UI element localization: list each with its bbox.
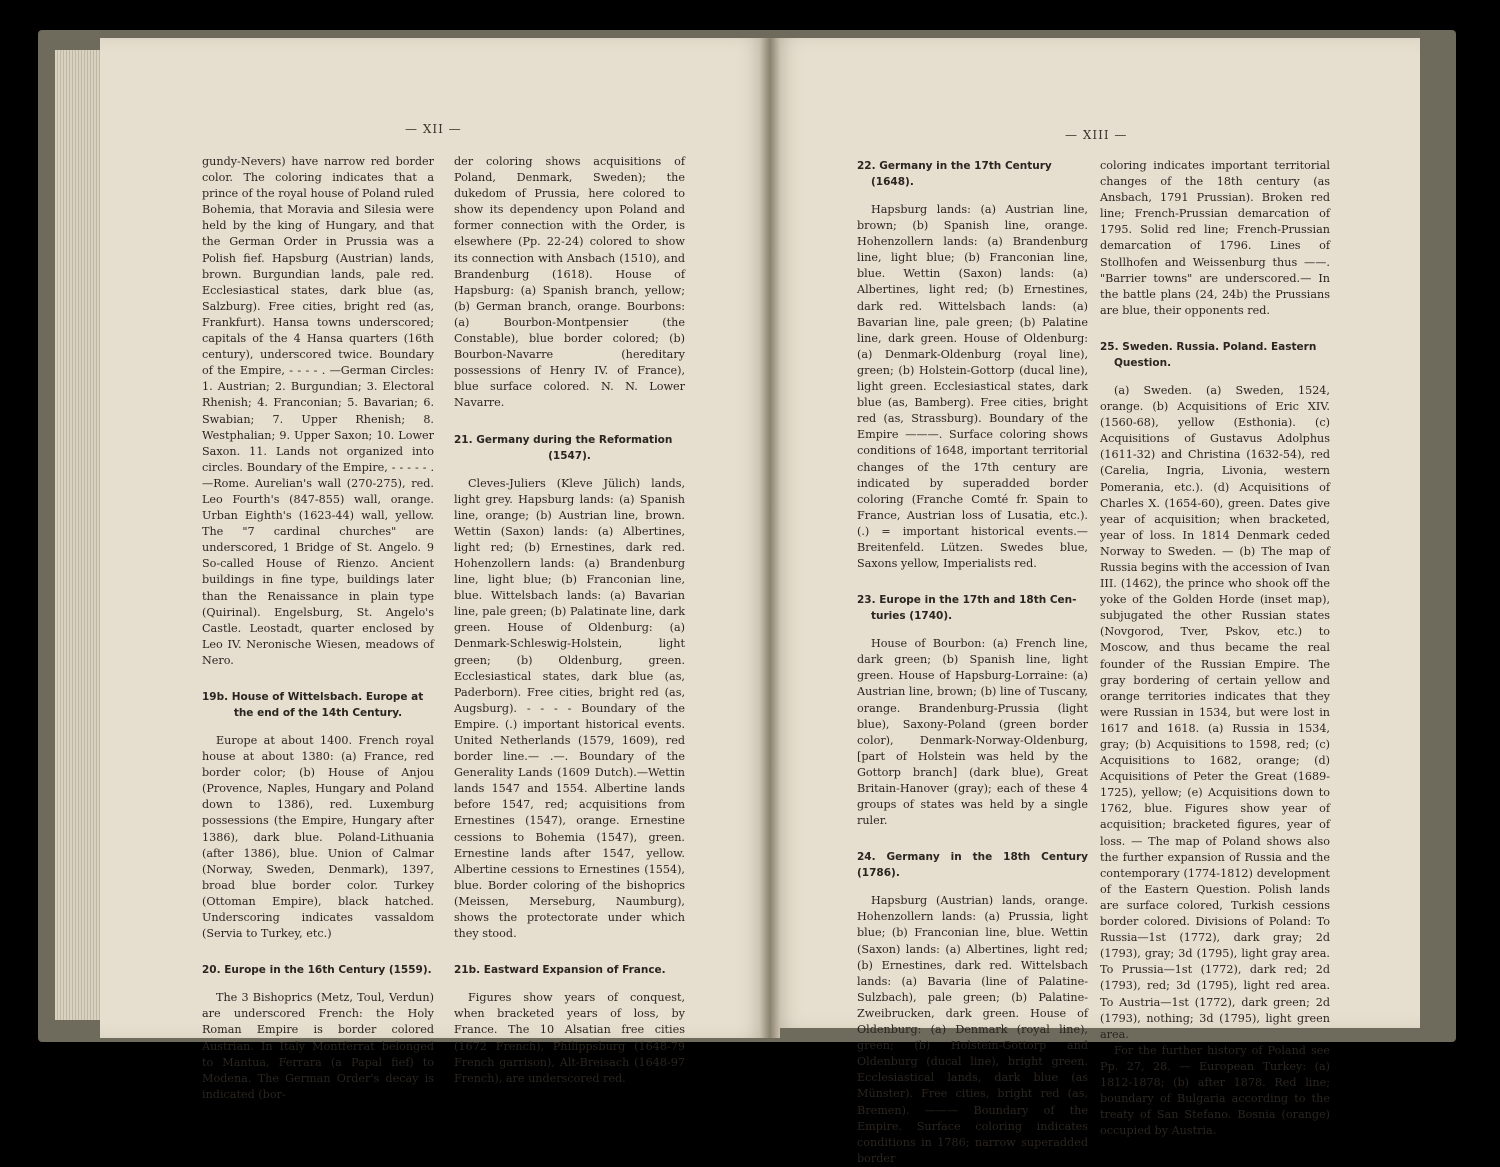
page-number-left: — XII — (405, 122, 462, 136)
paragraph: der coloring shows acquisitions of Poland, Denmark, Sweden); the dukedom of Prussia, here colored to show its dependency upon Poland and former connection with the Order, is elsewhere (Pp. 22-24) colored to show its connection with Ansbach (1510), and Brandenburg (1618). House of Hapsburg: (a) Spanish branch, yellow; (b) German branch, orange. Bourbons: (a) Bourbon-Montpensier (the Constable), blue border colored; (b) Bourbon-Navarre (hereditary possessions of Henry IV. of France), blue surface colored. N. N. Lower Navarre. (454, 155, 685, 410)
section-heading-subtitle: (1648). (871, 176, 914, 188)
paragraph: Hapsburg (Austrian) lands, orange. Hohenzollern lands: (a) Prussia, light blue; (b) Franconian line, blue. Wettin (Saxon) lands: (a) Albertines, light red; (b) Ernestines, dark red. Wittelsbach lands: (a) Bavaria (line of Palatine-Sulzbach), pale green; (b) Palatine-Zweibrucken, dark green. House of Oldenburg: (a) Denmark (royal line), green; (b) Holstein-Gottorp and Oldenburg (ducal line), bright green. Ecclesiastical lands, dark blue (as Münster). Free cities, bright red (as, Bremen). ——— Boundary of the Empire. Surface coloring indicates conditions in 1786; narrow superadded border (857, 894, 1088, 1165)
paragraph: Cleves-Juliers (Kleve Jülich) lands, light grey. Hapsburg lands: (a) Spanish line, orange; (b) Austrian line, brown. Wettin (Saxon) lands: (a) Albertines, light red; (b) Ernestines, dark red. Hohenzollern lands: (a) Brandenburg line, light blue; (b) Franconian line, blue. Wittelsbach lands: (a) Bavarian line, pale green; (b) Palatinate line, dark green. House of Oldenburg: (a) Denmark-Schleswig-Holstein, light green; (b) Oldenburg, green. Ecclesiastical states, dark blue (as, Paderborn). Free cities, bright red (as, Augsburg). - - - - Boundary of the Empire. (.) important historical events. United Netherlands (1579, 1609), red border line.— .—. Boundary of the Generality Lands (1609 Dutch).—Wettin lands 1547 and 1554. Albertine lands before 1547, red; acquisitions from Ernestines (1547), orange. Ernestine cessions to Bohemia (1547), green. Ernestine lands after 1547, yellow. Albertine cessions to Ernestines (1554), blue. Border coloring of the bishoprics (Meissen, Merseburg, Naumburg), shows the protectorate under which they stood. (454, 476, 685, 941)
section-heading-subtitle: turies (1740). (871, 610, 953, 623)
paragraph: The 3 Bishoprics (Metz, Toul, Verdun) are underscored French: the Holy Roman Empire is border colored Austrian. In Italy Montferrat belonged to Mantua, Ferrara (a Papal fief) to Modena. The German Order's decay is indicated (bor- (202, 991, 434, 1101)
section-heading-subtitle: Question. (1114, 356, 1172, 369)
section-heading-title: 22. Germany in the 17th Century (857, 160, 1052, 172)
left-page-column-2 (454, 154, 685, 1087)
paragraph: For the further history of Poland see Pp. 27, 28. — European Turkey: (a) 1812-1878; (b) after 1878. Red line; boundary of Bulgaria according to the treaty of San Stefano. Bosnia (orange) occupied by Austria. (1100, 1043, 1330, 1138)
page-stack-edge (55, 50, 105, 1020)
right-page-column-2 (1100, 158, 1330, 1139)
paragraph: (a) Sweden. (a) Sweden, 1524, orange. (b) Acquisitions of Eric XIV. (1560-68), yellow (Esthonia). (c) Acquisitions of Gustavus Adolphus (1611-32) and Christina (1632-54), red (Carelia, Ingria, Livonia, western Pomerania, etc.). (d) Acquisitions of Charles X. (1654-60), green. Dates give year of acquisition; when bracketed, year of loss. In 1814 Denmark ceded Norway to Sweden. — (b) The map of Russia begins with the accession of Ivan III. (1462), the prince who shook off the yoke of the Golden Horde (inset map), subjugated the other Russian states (Novgorod, Tver, Pskov, etc.) to Moscow, and thus became the real founder of the Russian Empire. The gray bordering of certain yellow and orange territories indicates that they were Russian in 1534, but were lost in 1617 and 1618. (a) Russia in 1534, gray; (b) Acquisitions to 1598, red; (c) Acquisitions to 1682, orange; (d) Acquisitions of Peter the Great (1689-1725), yellow; (e) Acquisitions down to 1762, blue. Figures show year of acquisition; bracketed figures, year of loss. — The map of Poland shows also the further expansion of Russia and the contemporary (1774-1812) development of the Eastern Question. Polish lands are surface colored, Turkish cessions border colored. Divisions of Poland: To Russia—1st (1772), dark gray; 2d (1793), gray; 3d (1795), light gray area. To Prussia—1st (1772), dark red; 2d (1793), red; 3d (1795), light red area. To Austria—1st (1772), dark green; 2d (1793), nothing; 3d (1795), light green area. (1100, 383, 1330, 1041)
section-heading-title: 19b. House of Wittelsbach. Europe at (202, 691, 424, 703)
paragraph: Hapsburg lands: (a) Austrian line, brown; (b) Spanish line, orange. Hohenzollern lands: (a) Brandenburg line, light blue; (b) Franconian line, blue. Wettin (Saxon) lands: (a) Albertines, light red; (b) Ernestines, dark red. Wittelsbach lands: (a) Bavarian line, pale green; (b) Palatine line, dark green. House of Oldenburg: (a) Denmark-Oldenburg (royal line), green; (b) Holstein-Gottorp (ducal line), light green. Ecclesiastical states, dark blue (as, Bamberg). Free cities, bright red (as, Strassburg). Boundary of the Empire ———. Surface coloring shows conditions of 1648, important territorial changes of the 17th century are indicated by superadded border coloring (Franche Comté fr. Spain to France, Austrian loss of Lusatia, etc.). (.) = important historical events.—Breitenfeld. Lützen. Swedes blue, Saxons yellow, Imperialists red. (857, 203, 1088, 571)
page-number-right: — XIII — (1065, 128, 1128, 142)
section-heading (202, 962, 434, 978)
section-heading (202, 689, 434, 721)
paragraph: House of Bourbon: (a) French line, dark green; (b) Spanish line, light green. House of Hapsburg-Lorraine: (a) Austrian line, brown; (b) line of Tuscany, orange. Brandenburg-Prussia (light blue), Saxony-Poland (green border color), Denmark-Norway-Oldenburg, [part of Holstein was held by the Gottorp branch] (dark blue), Great Britain-Hanover (gray); each of these 4 groups of states was held by a single ruler. (857, 637, 1088, 828)
section-heading (454, 432, 685, 464)
section-heading (454, 962, 685, 978)
left-page-column-1 (202, 154, 434, 1103)
section-heading-title: 20. Europe in the 16th Century (1559). (202, 964, 432, 977)
section-heading-title: 24. Germany in the 18th Century (1786). (857, 851, 1088, 880)
paragraph: Europe at about 1400. French royal house at about 1380: (a) France, red border color; (b) House of Anjou (Provence, Naples, Hungary and Poland down to 1386), red. Luxemburg possessions (the Empire, Hungary after 1386), dark blue. Poland-Lithuania (after 1386), blue. Union of Calmar (Norway, Sweden, Denmark), 1397, broad blue border color. Turkey (Ottoman Empire), black hatched. Underscoring indicates vassaldom (Servia to Turkey, etc.) (202, 734, 434, 941)
section-heading-subtitle: the end of the 14th Century. (233, 707, 403, 719)
book-gutter (760, 38, 780, 1038)
section-heading (857, 849, 1088, 881)
section-heading-title: 21b. Eastward Expansion of France. (454, 964, 666, 977)
paragraph: coloring indicates important territorial changes of the 18th century (as Ansbach, 1791 Prussian). Broken red line; French-Prussian demarcation of 1795. Solid red line; French-Prussian demarcation of 1796. Lines of Stollhofen and Weissenburg thus ——. "Barrier towns" are underscored.— In the battle plans (24, 24b) the Prussians are blue, their opponents red. (1100, 159, 1330, 317)
section-heading-title: 25. Sweden. Russia. Poland. Eastern (1100, 340, 1317, 353)
right-page-column-1 (857, 158, 1088, 1167)
paragraph: Figures show years of conquest, when bracketed years of loss, by France. The 10 Alsatian free cities (1672 French), Philippsburg (1648-79 French garrison), Alt-Breisach (1648-97 French), are underscored red. (454, 991, 685, 1085)
section-heading-title: 23. Europe in the 17th and 18th Cen- (857, 594, 1077, 607)
section-heading (857, 592, 1088, 624)
section-heading (857, 158, 1088, 190)
section-heading-title: 21. Germany during the Reformation (454, 433, 673, 446)
section-heading (1100, 339, 1330, 371)
section-heading-subtitle: (1547). (548, 449, 591, 462)
paragraph: gundy-Nevers) have narrow red border color. The coloring indicates that a prince of the royal house of Poland ruled Bohemia, that Moravia and Silesia were held by the king of Hungary, and that the German Order in Prussia was a Polish fief. Hapsburg (Austrian) lands, brown. Burgundian lands, pale red. Ecclesiastical states, dark blue (as, Salzburg). Free cities, bright red (as, Frankfurt). Hansa towns underscored; capitals of the 4 Hansa quarters (16th century), underscored twice. Boundary of the Empire, - - - - . —German Circles: 1. Austrian; 2. Burgundian; 3. Electoral Rhenish; 4. Franconian; 5. Bavarian; 6. Swabian; 7. Upper Rhenish; 8. Westphalian; 9. Upper Saxon; 10. Lower Saxon. 11. Lands not organized into circles. Boundary of the Empire, - - - - - . —Rome. Aurelian's wall (270-275), red. Leo Fourth's (847-855) wall, orange. Urban Eighth's (1623-44) wall, yellow. The "7 cardinal churches" are underscored, 1 Bridge of St. Angelo. 9 So-called House of Rienzo. Ancient buildings in fine type, buildings later than the Renaissance in plain type (Quirinal). Engelsburg, St. Angelo's Castle. Leostadt, quarter enclosed by Leo IV. Neronische Wiesen, meadows of Nero. (202, 155, 434, 667)
